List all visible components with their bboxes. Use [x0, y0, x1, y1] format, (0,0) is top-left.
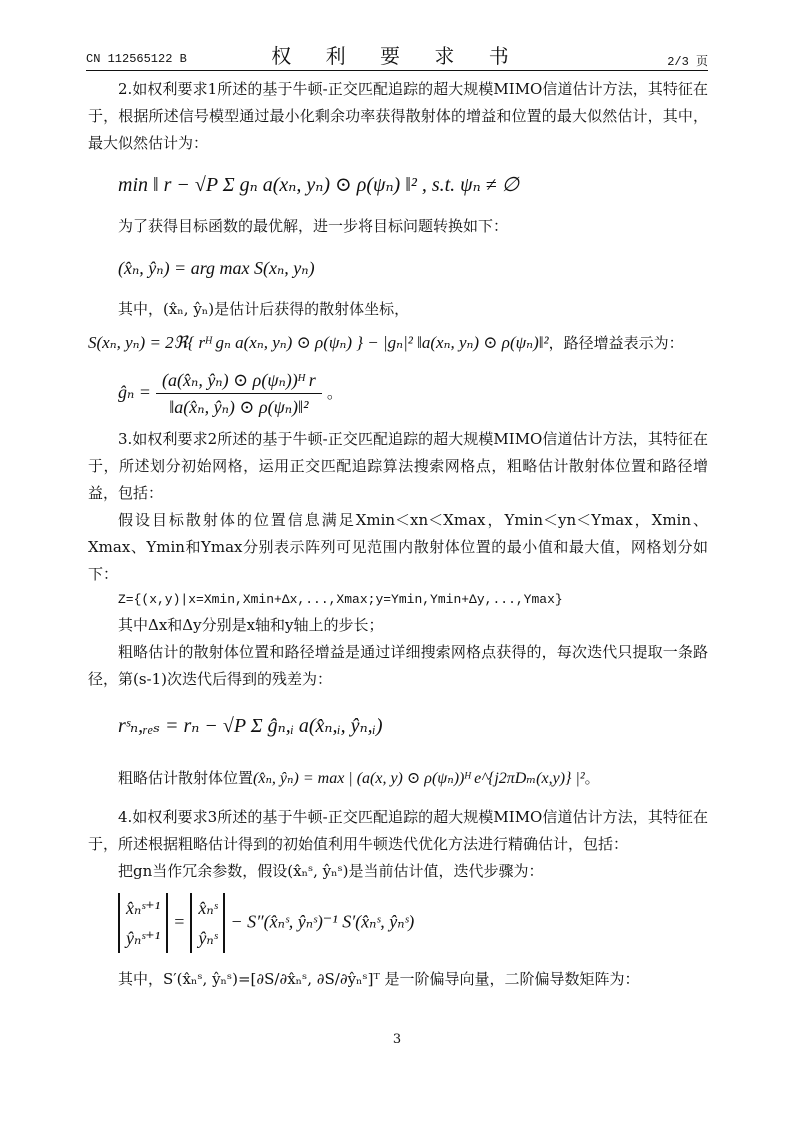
header-rule	[86, 70, 708, 71]
document-title: 权 利 要 求 书	[271, 44, 523, 68]
matrix-next-y: ŷₙˢ⁺¹	[126, 928, 160, 948]
grid-definition: Z={(x,y)|x=Xmin,Xmin+Δx,...,Xmax;y=Ymin,Ymin+Δy,...,Ymax}	[118, 592, 563, 607]
equation-residual-text: rˢₙ,ᵣₑₛ = rₙ − √P Σ ĝₙ,ᵢ a(x̂ₙ,ᵢ, ŷₙ,ᵢ)	[118, 715, 383, 737]
equation-objective: S(xₙ, yₙ) = 2ℜ{ rᴴ gₙ a(xₙ, yₙ) ⊙ ρ(ψₙ) } − |gₙ|² ‖a(xₙ, yₙ) ⊙ ρ(ψₙ)‖²	[88, 333, 549, 352]
claim-3-line-5	[88, 759, 708, 798]
equation-newton-step: x̂ₙˢ⁺¹ ŷₙˢ⁺¹ = x̂ₙˢ ŷₙˢ − S″(x̂ₙˢ, ŷₙˢ)⁻¹ S′(x̂ₙˢ, ŷₙˢ)	[88, 893, 708, 953]
claim-3-text: 3.如权利要求2所述的基于牛顿-正交匹配追踪的超大规模MIMO信道估计方法，其特征在于，所述划分初始网格，运用正交匹配追踪算法搜索网格点，粗略估计散射体位置和路径增益，包括：	[88, 430, 708, 502]
equation-objective-suffix: ，路径增益表示为：	[548, 334, 684, 352]
patent-number: CN 112565122 B	[86, 52, 187, 66]
matrix-next-x: x̂ₙˢ⁺¹	[126, 898, 160, 918]
page-indicator: 2/3 页	[667, 55, 708, 69]
equation-path-gain-denominator: ‖a(x̂ₙ, ŷₙ) ⊙ ρ(ψₙ)‖²	[169, 397, 309, 417]
equation-residual	[88, 699, 708, 753]
claims-body	[88, 76, 708, 997]
equation-path-gain-end: 。	[326, 383, 343, 402]
equation-coarse-estimate: (x̂ₙ, ŷₙ) = max | (a(x, y) ⊙ ρ(ψₙ))ᴴ e^{j2πDₘ(x,y)} |²	[253, 770, 585, 787]
claim-4-text: 4.如权利要求3所述的基于牛顿-正交匹配追踪的超大规模MIMO信道估计方法，其特征在于，所述根据粗略估计得到的初始值利用牛顿迭代优化方法进行精确估计，包括：	[88, 808, 708, 853]
claim-2-line-3: 其中，(x̂ₙ, ŷₙ)是估计后获得的散射体坐标，	[118, 300, 410, 318]
equation-argmax	[88, 246, 708, 290]
equation-argmax-text: (x̂ₙ, ŷₙ) = arg max S(xₙ, yₙ)	[118, 258, 315, 278]
claim-3-line-4: 粗略估计的散射体位置和路径增益是通过详细搜索网格点获得的，每次迭代只提取一条路径，第(s-1)次迭代后得到的残差为：	[88, 643, 708, 688]
claim-2-line-2: 为了获得目标函数的最优解，进一步将目标问题转换如下：	[118, 217, 509, 235]
equation-ml-estimate	[88, 163, 708, 207]
matrix-current-estimate	[190, 893, 225, 953]
claim-4-line-3: 其中，S′(x̂ₙˢ, ŷₙˢ)=[∂S/∂x̂ₙˢ, ∂S/∂ŷₙˢ]ᵀ 是一阶偏导向量，二阶偏导数矩阵为：	[118, 970, 640, 988]
claim-3-line-3: 其中Δx和Δy分别是x轴和y轴上的步长；	[118, 616, 384, 634]
claim-2-text: 2.如权利要求1所述的基于牛顿-正交匹配追踪的超大规模MIMO信道估计方法，其特征在于，根据所述信号模型通过最小化剩余功率获得散射体的增益和位置的最大似然估计，其中，最大似然估计为：	[88, 80, 708, 152]
equation-newton-update: − S″(x̂ₙˢ, ŷₙˢ)⁻¹ S′(x̂ₙˢ, ŷₙˢ)	[230, 911, 415, 932]
claim-3-line-2: 假设目标散射体的位置信息满足Xmin＜xn＜Xmax，Ymin＜yn＜Ymax，Xmin、Xmax、Ymin和Ymax分别表示阵列可见范围内散射体位置的最小值和最大值，网格划分如下：	[88, 511, 708, 583]
equation-coarse-estimate-end: 。	[584, 769, 600, 787]
equation-objective-line	[88, 323, 708, 363]
matrix-next-estimate	[118, 893, 168, 953]
equation-ml-estimate-text: min ‖ r − √P Σ gₙ a(xₙ, yₙ) ⊙ ρ(ψₙ) ‖² , s.t. ψₙ ≠ ∅	[118, 174, 520, 196]
page-number: 3	[392, 1032, 402, 1047]
claim-3-line-5-prefix: 粗略估计散射体位置	[118, 769, 254, 787]
claim-4-line-2: 把gn当作冗余参数，假设(x̂ₙˢ, ŷₙˢ)是当前估计值，迭代步骤为：	[118, 862, 544, 880]
matrix-current-x: x̂ₙˢ	[198, 898, 218, 918]
equation-path-gain-fraction	[156, 367, 322, 420]
equation-path-gain	[88, 367, 708, 420]
equation-path-gain-lhs: ĝₙ =	[118, 382, 151, 402]
equation-path-gain-numerator: (a(x̂ₙ, ŷₙ) ⊙ ρ(ψₙ))ᴴ r	[156, 367, 322, 394]
matrix-current-y: ŷₙˢ	[198, 928, 218, 948]
